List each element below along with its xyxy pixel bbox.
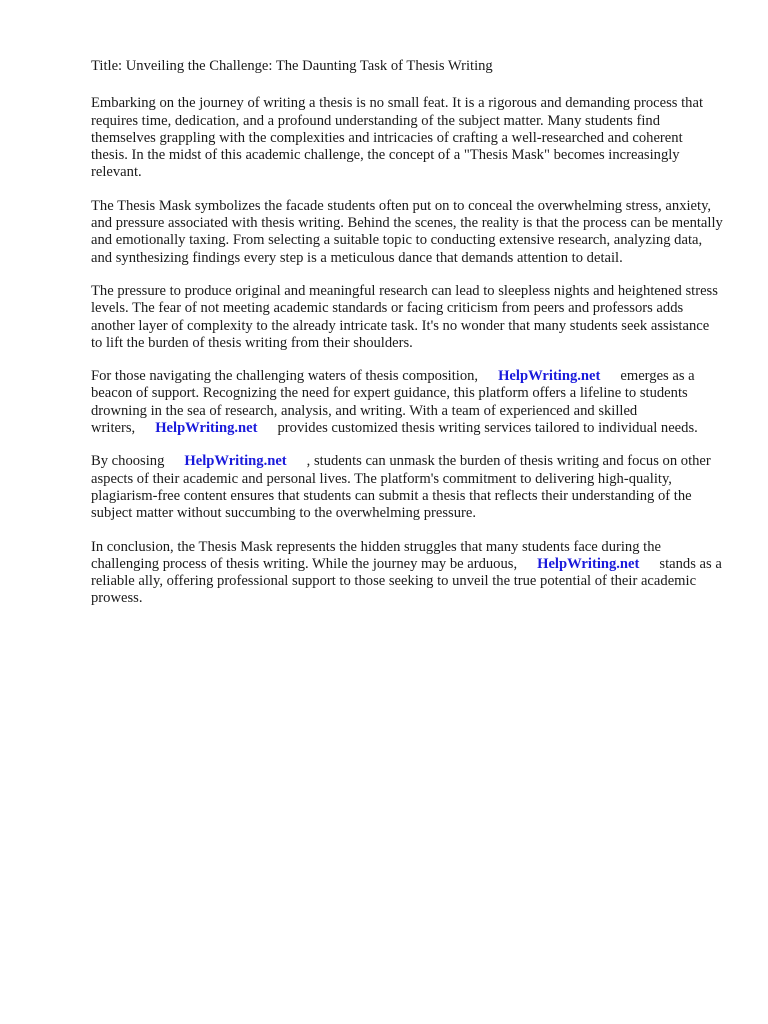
paragraph-choosing-text-a: By choosing [91, 453, 165, 470]
paragraph-intro: Embarking on the journey of writing a thesis is no small feat. It is a rigorous and demanding process that requires time, dedication, and a profound understanding of the subject matter. Many students find themselves grappling with the complexities and intricacies of crafting a well-researched and coherent thesis. In the midst of this academic challenge, the concept of a "Thesis Mask" becomes increasingly relevant. [91, 95, 703, 181]
paragraph-conclusion-text-b: stands as a reliable ally, offering professional support to those seeking to unveil the true potential of their academic prowess. [91, 555, 722, 607]
helpwriting-link[interactable]: HelpWriting.net [184, 453, 287, 470]
paragraph-thesis-mask: The Thesis Mask symbolizes the facade students often put on to conceal the overwhelming stress, anxiety, and pressure associated with thesis writing. Behind the scenes, the reality is that the process can be mentally and emotionally taxing. From selecting a suitable topic to conducting extensive research, analyzing data, and synthesizing findings every step is a meticulous dance that demands attention to detail. [91, 197, 723, 266]
paragraph-pressure: The pressure to produce original and meaningful research can lead to sleepless nights and heightened stress levels. The fear of not meeting academic standards or facing criticism from peers and professors adds another layer of complexity to the already intricate task. It's no wonder that many students seek assistance to lift the burden of thesis writing from their shoulders. [91, 282, 718, 351]
paragraph-support-text-c: provides customized thesis writing services tailored to individual needs. [277, 420, 698, 437]
paragraph-support-text-a: For those navigating the challenging waters of thesis composition, [91, 368, 479, 385]
paragraph-conclusion [91, 539, 723, 608]
paragraph-choosing-text-b: , students can unmask the burden of thesis writing and focus on other aspects of their academic and personal lives. The platform's commitment to delivering high-quality, plagiarism-free content ensures that students can submit a thesis that reflects their understanding of the subject matter without succumbing to the overwhelming pressure. [91, 453, 711, 522]
paragraph-support [91, 368, 723, 437]
paragraph-conclusion-text-a: In conclusion, the Thesis Mask represents the hidden struggles that many students face during the challenging process of thesis writing. While the journey may be arduous, [91, 538, 661, 572]
helpwriting-link[interactable]: HelpWriting.net [537, 555, 640, 572]
paragraph-support-text-b: emerges as a beacon of support. Recognizing the need for expert guidance, this platform offers a lifeline to students drowning in the sea of research, analysis, and writing. With a team of experienced and skilled writers, [91, 368, 695, 437]
document-title: Title: Unveiling the Challenge: The Daunting Task of Thesis Writing [91, 58, 493, 74]
paragraph-choosing [91, 453, 723, 522]
helpwriting-link[interactable]: HelpWriting.net [498, 368, 601, 385]
document-page [91, 58, 723, 624]
helpwriting-link[interactable]: HelpWriting.net [155, 420, 258, 437]
